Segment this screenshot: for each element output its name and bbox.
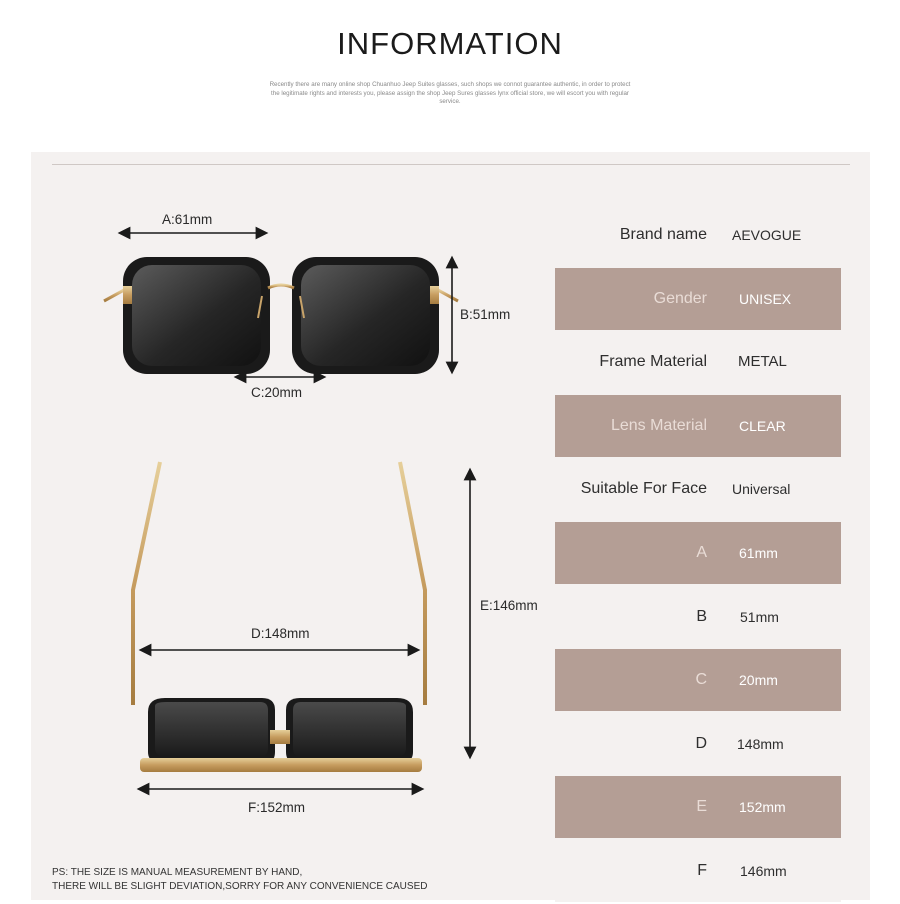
spec-row-a (555, 522, 841, 584)
spec-value: 61mm (739, 544, 778, 561)
spec-key: F (697, 861, 707, 879)
spec-key: E (696, 798, 707, 816)
dimension-b-label: B:51mm (460, 307, 511, 322)
spec-key: B (696, 607, 707, 625)
spec-value: 148mm (737, 735, 784, 752)
spec-value: UNISEX (739, 290, 792, 307)
dimension-e-label: E:146mm (480, 598, 538, 613)
spec-row-gender (555, 268, 841, 330)
authenticity-note: Recently there are many online shop Chuanhuo Jeep Suites glasses, such shops we connot guarantee authentic, in order to protect the legitimate rights and interests you, please assign the shop Jeep Sures glasses lynx official store, we will escort you with regular service. (269, 81, 631, 106)
spec-row-e (555, 776, 841, 838)
spec-key: Lens Material (610, 416, 707, 434)
disclaimer-line-1: PS: THE SIZE IS MANUAL MEASUREMENT BY HAND, (52, 867, 303, 878)
spec-row-f (555, 840, 841, 902)
spec-value: 20mm (739, 672, 778, 689)
dimension-a-label: A:61mm (162, 212, 213, 227)
spec-row-brand (555, 204, 841, 266)
spec-row-c (555, 649, 841, 711)
front-view-glasses (104, 257, 458, 374)
spec-value: 51mm (740, 608, 779, 625)
spec-value: METAL (738, 353, 787, 371)
dimension-f-label: F:152mm (248, 800, 306, 815)
spec-row-frame-material (555, 331, 841, 393)
spec-key: Frame Material (599, 353, 707, 371)
spec-key: Gender (653, 289, 707, 307)
top-view-glasses (133, 462, 425, 772)
spec-key: C (695, 671, 707, 689)
spec-value: Universal (732, 481, 791, 498)
spec-key: A (696, 543, 707, 561)
dimension-d-label: D:148mm (251, 626, 310, 641)
spec-row-lens-material (555, 395, 841, 457)
spec-value: AEVOGUE (732, 227, 802, 243)
spec-key: D (695, 734, 707, 752)
spec-table (555, 204, 841, 904)
spec-key: Suitable For Face (580, 480, 707, 498)
page-title: INFORMATION (337, 26, 563, 61)
spec-value: 152mm (739, 799, 786, 816)
spec-value: 146mm (740, 862, 787, 879)
spec-key: Brand name (619, 226, 707, 243)
spec-row-b (555, 586, 841, 648)
spec-value: CLEAR (739, 417, 786, 434)
spec-row-face (555, 458, 841, 520)
dimension-c-label: C:20mm (251, 385, 303, 400)
spec-row-d (555, 713, 841, 775)
disclaimer-line-2: THERE WILL BE SLIGHT DEVIATION,SORRY FOR ANY CONVENIENCE CAUSED (52, 881, 428, 892)
measurement-disclaimer (52, 866, 427, 894)
